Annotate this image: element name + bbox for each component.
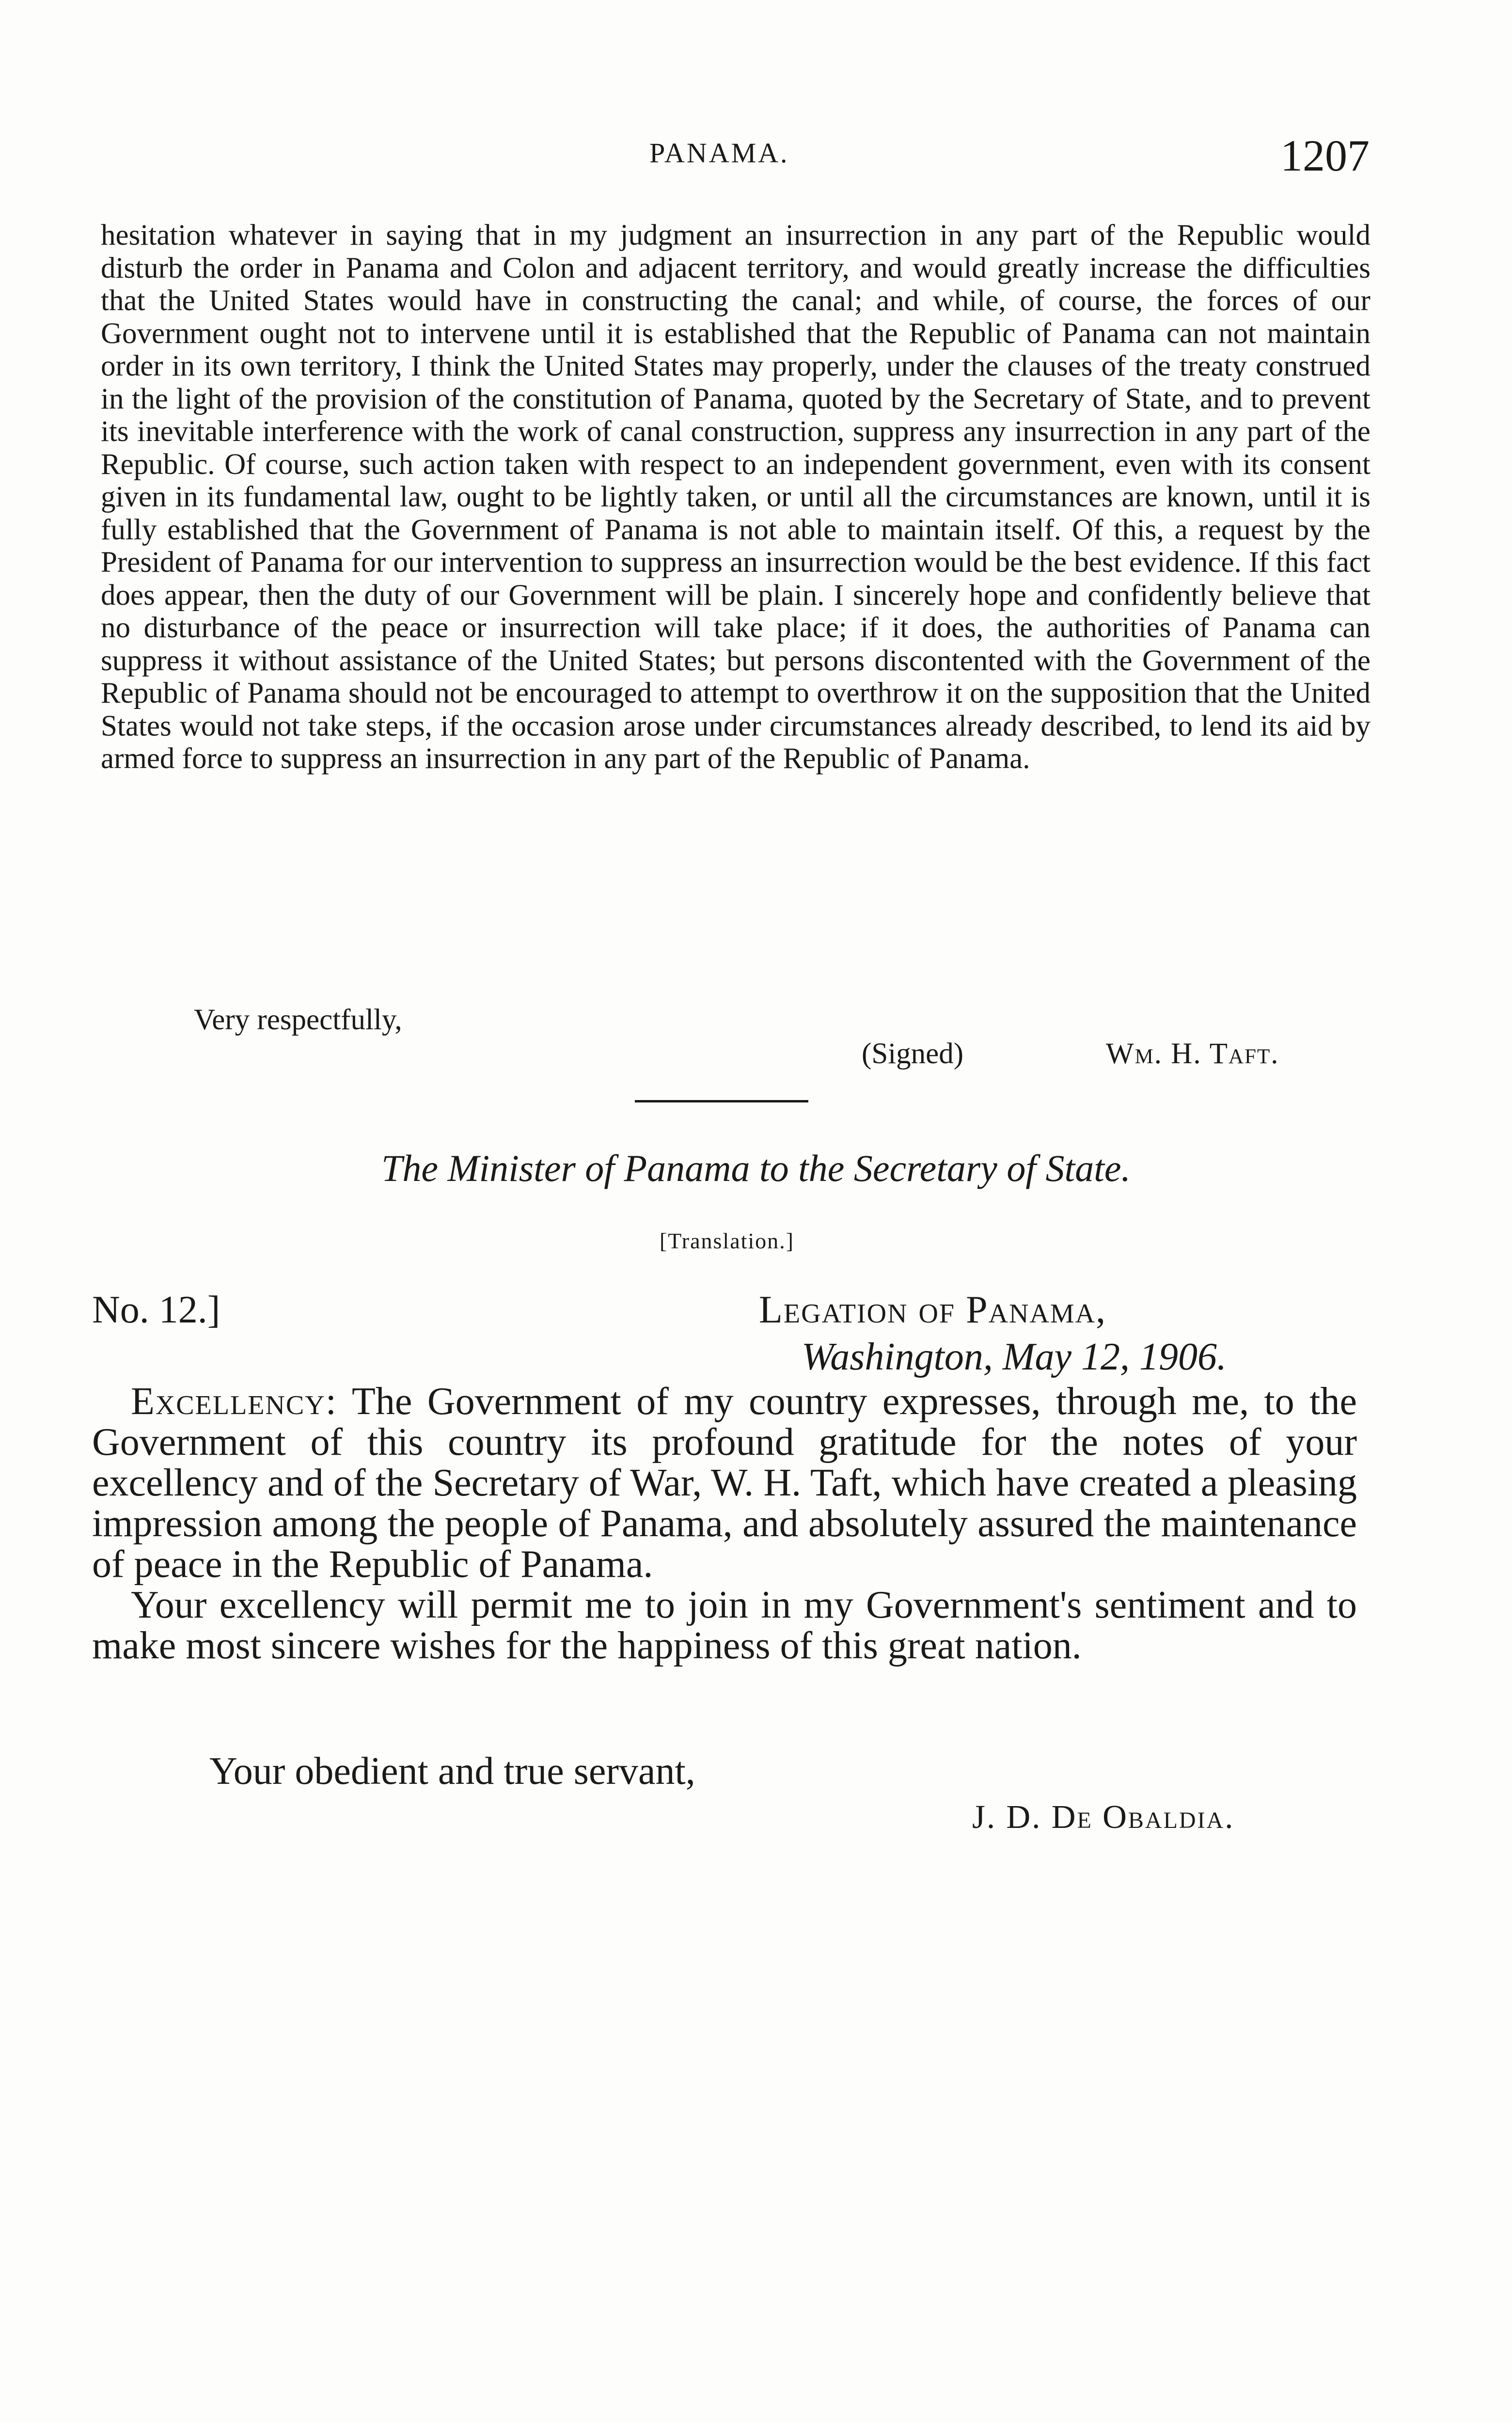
salutation: Excellency: — [131, 1380, 337, 1423]
running-head-title: PANAMA. — [649, 137, 789, 169]
note-paragraph-2: Your excellency will permit me to join in my Government's sentiment and to make most sincere wishes for the happiness of this great nation. — [92, 1584, 1357, 1667]
taft-letter-closing: Very respectfully, — [194, 1004, 402, 1036]
legation-header: Legation of Panama, — [759, 1289, 1107, 1331]
page-number: 1207 — [1280, 131, 1370, 180]
note-paragraph-1 — [92, 1381, 1357, 1585]
signed-label: (Signed) — [862, 1038, 964, 1070]
section-heading: The Minister of Panama to the Secretary of State. — [381, 1147, 1131, 1189]
minister-note-closing: Your obedient and true servant, — [209, 1750, 695, 1793]
translation-note: [Translation.] — [659, 1228, 794, 1253]
obaldia-signature: J. D. De Obaldia. — [972, 1798, 1235, 1835]
dateline: Washington, May 12, 1906. — [802, 1336, 1227, 1378]
paragraph-1-text: The Government of my country expresses, through me, to the Government of this country its profound gratitude for the notes of your excellency and of the Secretary of War, W. H. Taft, which have created a pleasing impression among the people of Panama, and absolutely assured the maintenance of peace in the Republic of Panama. — [92, 1380, 1357, 1586]
document-number: No. 12.] — [92, 1289, 220, 1331]
taft-signature: Wm. H. Taft. — [1106, 1038, 1279, 1070]
section-divider — [635, 1100, 808, 1102]
minister-note-body — [92, 1381, 1357, 1666]
taft-letter-body: hesitation whatever in saying that in my judgment an insurrection in any part of the Republic would disturb the order in Panama and Colon and adjacent territory, and would greatly increase the difficulties that the United States would have in constructing the canal; and while, of course, the forces of our Government ought not to intervene until it is established that the Republic of Panama can not maintain order in its own territory, I think the United States may properly, under the clauses of the treaty construed in the light of the provision of the constitution of Panama, quoted by the Secretary of State, and to prevent its inevitable interference with the work of canal construction, suppress any insurrection in any part of the Republic. Of course, such action taken with respect to an independent government, even with its consent given in its fundamental law, ought to be lightly taken, or until all the circumstances are known, until it is fully established that the Government of Panama is not able to maintain itself. Of this, a request by the President of Panama for our intervention to suppress an insurrection would be the best evidence. If this fact does appear, then the duty of our Government will be plain. I sincerely hope and confidently believe that no disturbance of the peace or insurrection will take place; if it does, the authorities of Panama can suppress it without assistance of the United States; but persons discontented with the Government of the Republic of Panama should not be encouraged to attempt to overthrow it on the supposition that the United States would not take steps, if the occasion arose under circumstances already described, to lend its aid by armed force to suppress an insurrection in any part of the Republic of Panama. — [101, 219, 1370, 775]
